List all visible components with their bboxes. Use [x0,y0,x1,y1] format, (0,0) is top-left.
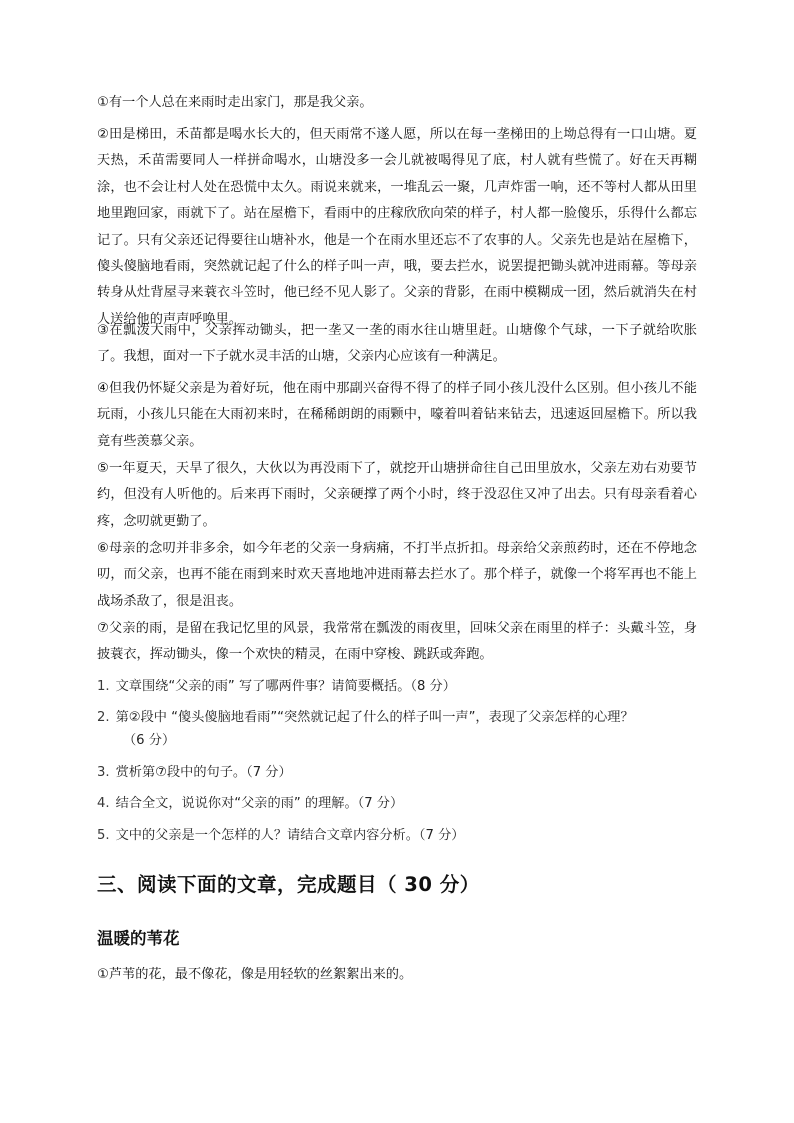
question-text: 文章围绕“父亲的雨” 写了哪两件事？请简要概括。（8 分） [115,679,456,694]
paragraph-6: ⑥母亲的念叨并非多余，如今年老的父亲一身病痛，不打半点折扣。母亲给父亲煎药时，还在不停地念叨，而父亲，也再不能在雨到来时欢天喜地地冲进雨幕去拦水了。那个样子，就像一个将军再也不能上战场杀敌了，很是沮丧。 [97,541,697,609]
question-text: 赏析第⑦段中的句子。（7 分） [115,765,292,780]
question-text: 文中的父亲是一个怎样的人？请结合文章内容分析。（7 分） [115,828,465,843]
question-number: 5. [97,828,110,843]
question-text-continued: （6 分） [123,733,176,748]
question-number: 3. [97,765,110,780]
paragraph-1: ①有一个人总在来雨时走出家门，那是我父亲。 [97,95,373,110]
question-4 [97,792,702,815]
question-5 [97,824,702,847]
question-1 [97,675,702,698]
paragraph-2: ②田是梯田，禾苗都是喝水长大的，但天雨常不遂人愿，所以在每一垄梯田的上坳总得有一口山塘。夏天热，禾苗需要同人一样拼命喝水，山塘没多一会儿就被喝得见了底，村人就有些慌了。好在天再糊涂，也不会让村人处在恐慌中太久。雨说来就来，一堆乱云一聚，几声炸雷一响，还不等村人都从田里地里跑回家，雨就下了。站在屋檐下，看雨中的庄稼欣欣向荣的样子，村人都一脸傻乐，乐得什么都忘记了。只有父亲还记得要往山塘补水，他是一个在雨水里还忘不了农事的人。父亲先也是站在屋檐下，傻头傻脑地看雨，突然就记起了什么的样子叫一声，哦，要去拦水，说罢提把锄头就冲进雨幕。等母亲转身从灶背屋寻来蓑衣斗笠时，他已经不见人影了。父亲的背影，在雨中模糊成一团，然后就消失在村人送给他的声声呼唤里。 [97,127,697,327]
question-3 [97,761,702,784]
question-number: 2. [97,710,110,725]
paragraph-3: ③在瓢泼大雨中，父亲挥动锄头，把一垄又一垄的雨水往山塘里赶。山塘像个气球，一下子就给吹胀了。我想，面对一下子就水灵丰活的山塘，父亲内心应该有一种满足。 [97,323,697,365]
paragraph-5: ⑤一年夏天，天旱了很久，大伙以为再没雨下了，就挖开山塘拼命往自己田里放水，父亲左劝右劝要节约，但没有人听他的。后来再下雨时，父亲硬撑了两个小时，终于没忍住又冲了出去。只有母亲看着心疼，念叨就更勤了。 [97,461,697,529]
article-title: 温暖的苇花 [97,929,180,948]
article-paragraph-1: ①芦苇的花，最不像花，像是用轻软的丝絮絮出来的。 [97,967,413,982]
question-text: 结合全文，说说你对“父亲的雨” 的理解。（7 分） [115,796,404,811]
paragraph-7: ⑦父亲的雨，是留在我记忆里的风景，我常常在瓢泼的雨夜里，回味父亲在雨里的样子：头戴斗笠，身披蓑衣，挥动锄头，像一个欢快的精灵，在雨中穿梭、跳跃或奔跑。 [97,621,697,663]
section-heading: 三、阅读下面的文章，完成题目（ 30 分） [97,873,480,896]
question-2 [97,706,702,752]
question-number: 4. [97,796,110,811]
question-number: 1. [97,679,110,694]
question-text: 第②段中 “傻头傻脑地看雨”“突然就记起了什么的样子叫一声”，表现了父亲怎样的心理？ [115,710,634,725]
paragraph-4: ④但我仍怀疑父亲是为着好玩，他在雨中那副兴奋得不得了的样子同小孩儿没什么区别。但小孩儿不能玩雨，小孩儿只能在大雨初来时，在稀稀朗朗的雨颗中，嚎着叫着钻来钻去，迅速返回屋檐下。所以我竟有些羡慕父亲。 [97,381,697,449]
